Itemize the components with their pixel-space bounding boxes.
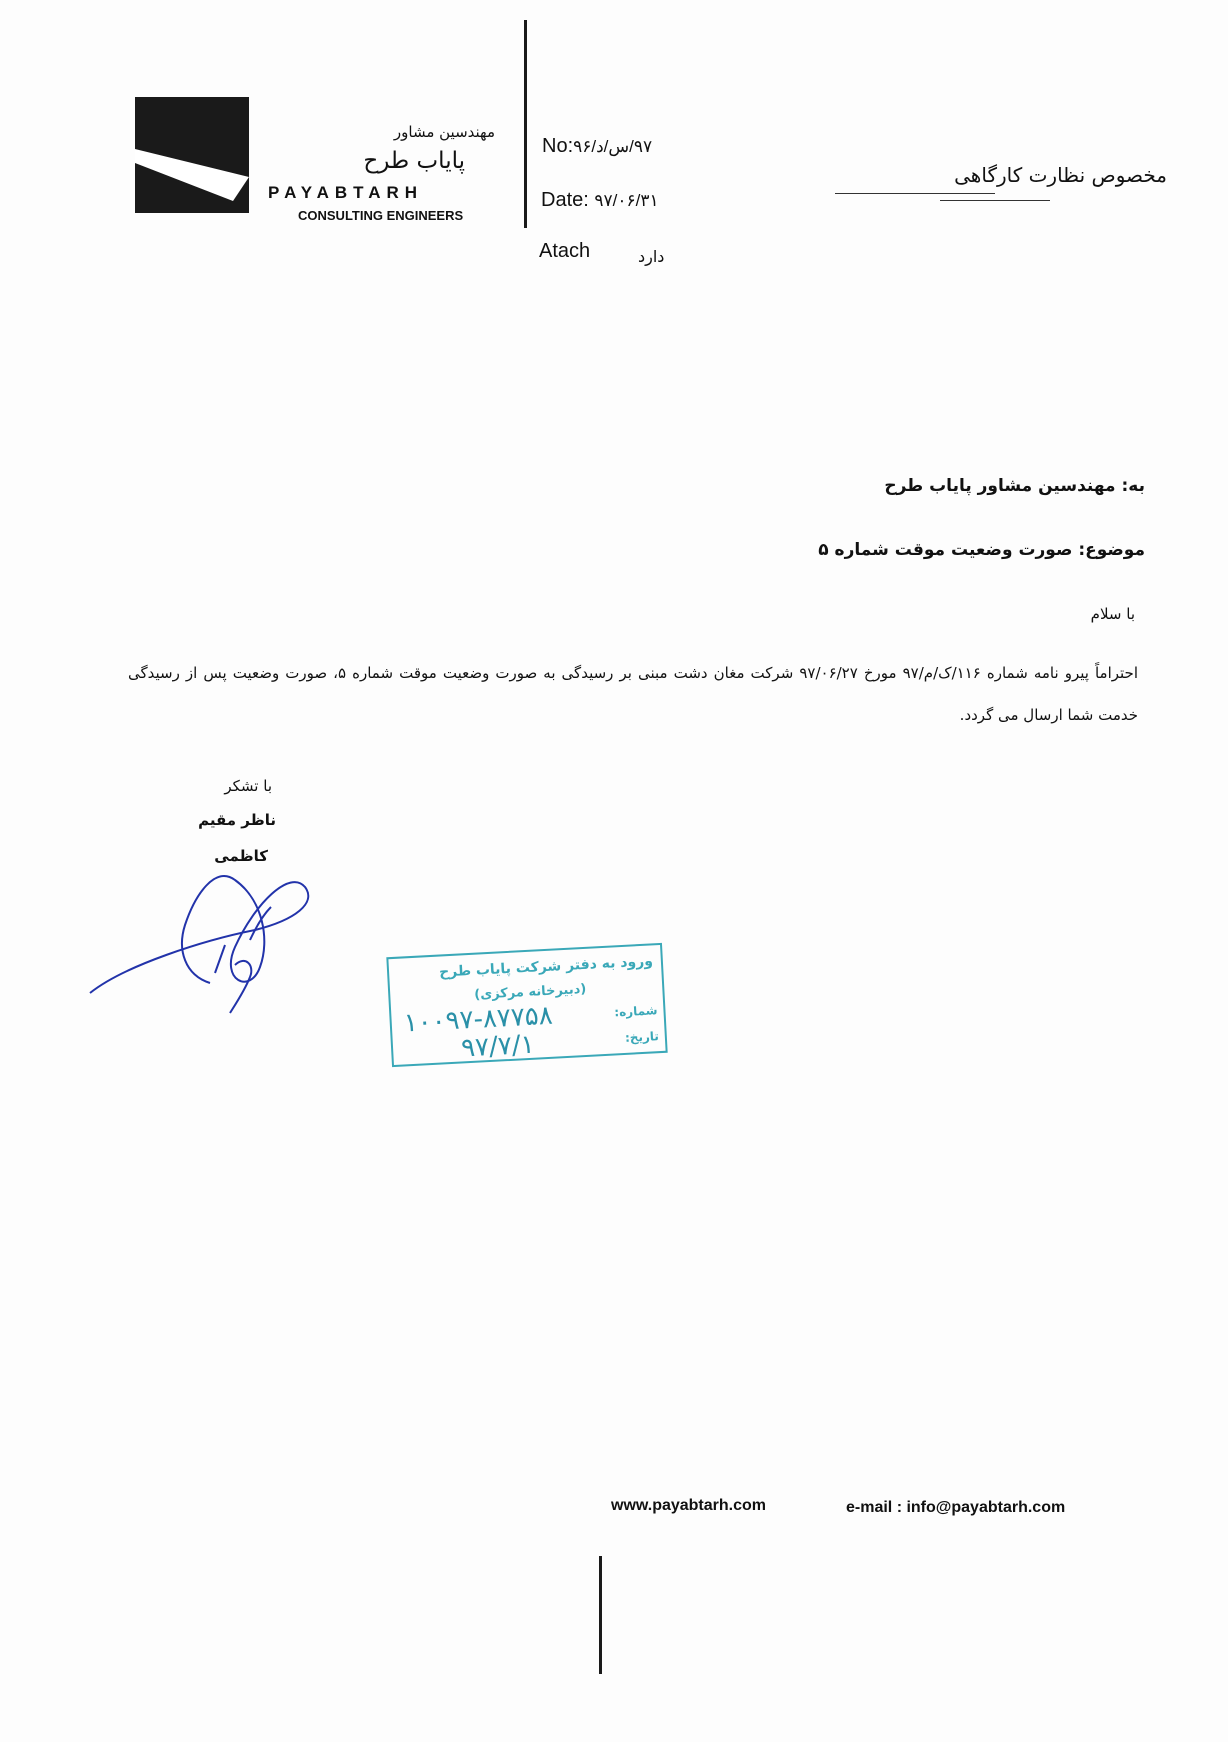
letter-number bbox=[542, 135, 652, 158]
handwritten-signature bbox=[85, 855, 325, 1015]
stamp-title: ورود به دفتر شرکت پایاب طرح bbox=[438, 953, 654, 981]
stamp-date-label: تاریخ: bbox=[624, 1029, 660, 1045]
company-logo bbox=[135, 97, 249, 213]
letter-date bbox=[541, 189, 659, 212]
brand-fa-small: مهندسین مشاور bbox=[393, 123, 495, 141]
stamp-number-value: ۱۰۰۹۷-۸۷۷۵۸ bbox=[403, 1000, 554, 1039]
attachment-label: Atach bbox=[539, 240, 591, 262]
office-stamp bbox=[386, 943, 667, 1067]
header-divider bbox=[524, 20, 527, 228]
greeting: با سلام bbox=[1090, 605, 1135, 623]
brand-subtitle: CONSULTING ENGINEERS bbox=[298, 208, 464, 223]
stamp-number-label: شماره: bbox=[613, 1003, 658, 1020]
confidential-note: مخصوص نظارت کارگاهی bbox=[954, 163, 1167, 187]
stamp-date-value: ۹۷/۷/۱ bbox=[460, 1029, 536, 1064]
footer-email: e-mail : info@payabtarh.com bbox=[846, 1499, 1066, 1516]
underline bbox=[940, 200, 1050, 201]
signer-role: ناظر مقیم bbox=[198, 811, 276, 829]
subject: موضوع: صورت وضعیت موقت شماره ۵ bbox=[818, 540, 1145, 560]
date-value: ۹۷/۰۶/۳۱ bbox=[594, 191, 659, 210]
stamp-subtitle: (دبیرخانه مرکزی) bbox=[473, 981, 587, 1003]
footer-website: www.payabtarh.com bbox=[611, 1497, 766, 1514]
number-label: No: bbox=[542, 135, 574, 157]
closing: با تشکر bbox=[224, 777, 272, 795]
brand-fa: پایاب طرح bbox=[363, 148, 465, 174]
signer-name: کاظمی bbox=[214, 847, 268, 865]
brand-en: PAYABTARH bbox=[268, 183, 424, 202]
footer-divider bbox=[599, 1556, 602, 1674]
number-value: ۹۷/س/د/۹۶ bbox=[573, 137, 653, 156]
body-paragraph: احتراماً پیرو نامه شماره ۱۱۶/ک/م/۹۷ مورخ ۹۷/۰۶/۲۷ شرکت مغان دشت مبنی بر رسیدگی به صورت وضعیت موقت شماره ۵، صورت وضعیت پس از رسیدگی خدمت شما ارسال می گردد. bbox=[128, 664, 1138, 724]
date-label: Date: bbox=[541, 189, 589, 211]
attachment-value: دارد bbox=[638, 247, 665, 266]
logo-mark-icon bbox=[135, 97, 249, 213]
underline bbox=[835, 193, 995, 194]
recipient: به: مهندسین مشاور پایاب طرح bbox=[884, 476, 1145, 496]
